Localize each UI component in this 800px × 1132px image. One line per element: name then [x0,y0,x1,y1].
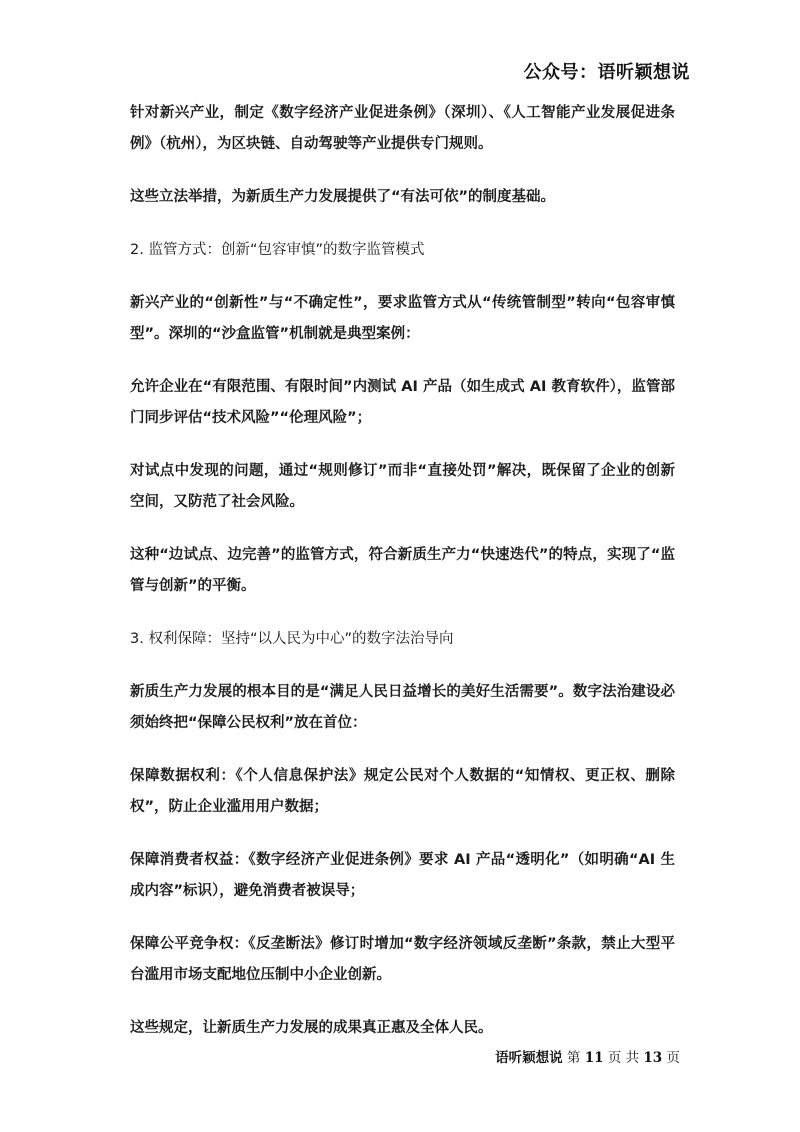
footer-page-current: 11 [584,1050,604,1066]
paragraph-regulation-intro: 新兴产业的“创新性”与“不确定性”，要求监管方式从“传统管制型”转向“包容审慎型”。深圳的“沙盒监管”机制就是典型案例： [130,295,675,342]
paragraph-legislation-summary: 这些立法举措，为新质生产力发展提供了“有法可依”的制度基础。 [130,189,556,205]
document-body [130,98,675,1066]
footer-page-suffix: 页 [666,1050,680,1066]
paragraph-data-rights: 保障数据权利：《个人信息保护法》规定公民对个人数据的“知情权、更正权、删除权”，防止企业滥用用户数据； [130,768,675,815]
section-heading-rights: 3. 权利保障：坚持“以人民为中心”的数字法治导向 [130,631,454,647]
paragraph-sandbox-testing: 允许企业在“有限范围、有限时间”内测试 AI 产品（如生成式 AI 教育软件），监管部门同步评估“技术风险”“伦理风险”； [130,379,675,426]
footer-page-prefix: 第 [566,1050,581,1066]
paragraph-rights-summary: 这些规定，让新质生产力发展的成果真正惠及全体人民。 [130,1020,493,1036]
page-footer [495,1046,680,1066]
paragraph-legislation-rules: 针对新兴产业，制定《数字经济产业促进条例》（深圳）、《人工智能产业发展促进条例》（杭州），为区块链、自动驾驶等产业提供专门规则。 [130,105,675,152]
footer-brand: 语听颖想说 [495,1050,563,1066]
footer-page-total: 13 [643,1050,663,1066]
paragraph-sandbox-revision: 对试点中发现的问题，通过“规则修订”而非“直接处罚”解决，既保留了企业的创新空间，又防范了社会风险。 [130,463,675,510]
footer-page-mid: 页 共 [607,1050,640,1066]
paragraph-consumer-rights: 保障消费者权益：《数字经济产业促进条例》要求 AI 产品“透明化”（如明确“AI 生成内容”标识），避免消费者被误导； [130,852,675,899]
paragraph-regulation-summary: 这种“边试点、边完善”的监管方式，符合新质生产力“快速迭代”的特点，实现了“监管与创新”的平衡。 [130,547,675,594]
section-heading-regulation: 2. 监管方式：创新“包容审慎”的数字监管模式 [130,242,425,258]
header-brand: 公众号：语听颖想说 [523,62,690,83]
paragraph-rights-intro: 新质生产力发展的根本目的是“满足人民日益增长的美好生活需要”。数字法治建设必须始终把“保障公民权利”放在首位： [130,684,675,731]
paragraph-competition-rights: 保障公平竞争权：《反垄断法》修订时增加“数字经济领域反垄断”条款，禁止大型平台滥用市场支配地位压制中小企业创新。 [130,936,675,983]
